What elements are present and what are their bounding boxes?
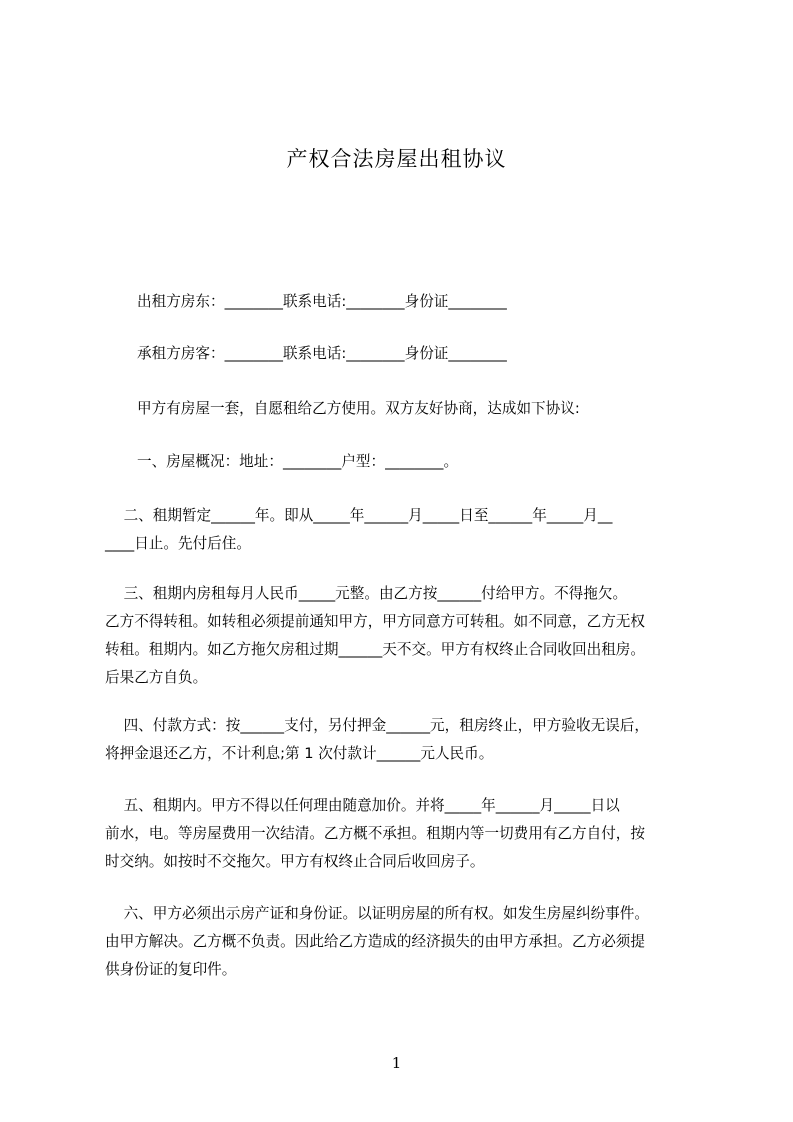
paragraph-clause-5: 五、租期内。甲方不得以任何理由随意加价。并将_____年______月_____日以 前水，电。等房屋费用一次结清。乙方概不承担。租期内等一切费用有乙方自付，按 时交纳。如按时不交拖欠。甲方有权终止合同后收回房子。 — [105, 797, 645, 870]
paragraph-clause-4: 四、付款方式：按______支付，另付押金______元，租房终止，甲方验收无误后， 将押金退还乙方，不计利息;第 1 次付款计______元人民币。 — [105, 717, 649, 762]
document-title: 产权合法房屋出租协议 — [286, 147, 507, 171]
paragraph-clause-2: 二、租期暂定______年。即从_____年______月_____日至______年_____月__ ____日止。先付后住。 — [105, 507, 613, 552]
paragraph-clause-3: 三、租期内房租每月人民币_____元整。由乙方按______付给甲方。不得拖欠。 乙方不得转租。如转租必须提前通知甲方，甲方同意方可转租。如不同意，乙方无权 转租。租期内。如乙方拖欠房租过期______天不交。甲方有权终止合同收回出租房。 后果乙方自负。 — [105, 585, 645, 686]
paragraph-clause-6: 六、甲方必须出示房产证和身份证。以证明房屋的所有权。如发生房屋纠纷事件。 由甲方解决。乙方概不负责。因此给乙方造成的经济损失的由甲方承担。乙方必须提 供身份证的复印件。 — [105, 905, 649, 978]
paragraph-clause-1: 一、房屋概况：地址：________户型：________。 — [137, 453, 459, 470]
paragraph-landlord: 出租方房东：________联系电话:________身份证________ — [137, 293, 507, 310]
paragraph-tenant: 承租方房客：________联系电话:________身份证________ — [137, 345, 507, 362]
paragraph-intro: 甲方有房屋一套，自愿租给乙方使用。双方友好协商，达成如下协议: — [137, 400, 580, 417]
page-number: 1 — [391, 1054, 402, 1072]
